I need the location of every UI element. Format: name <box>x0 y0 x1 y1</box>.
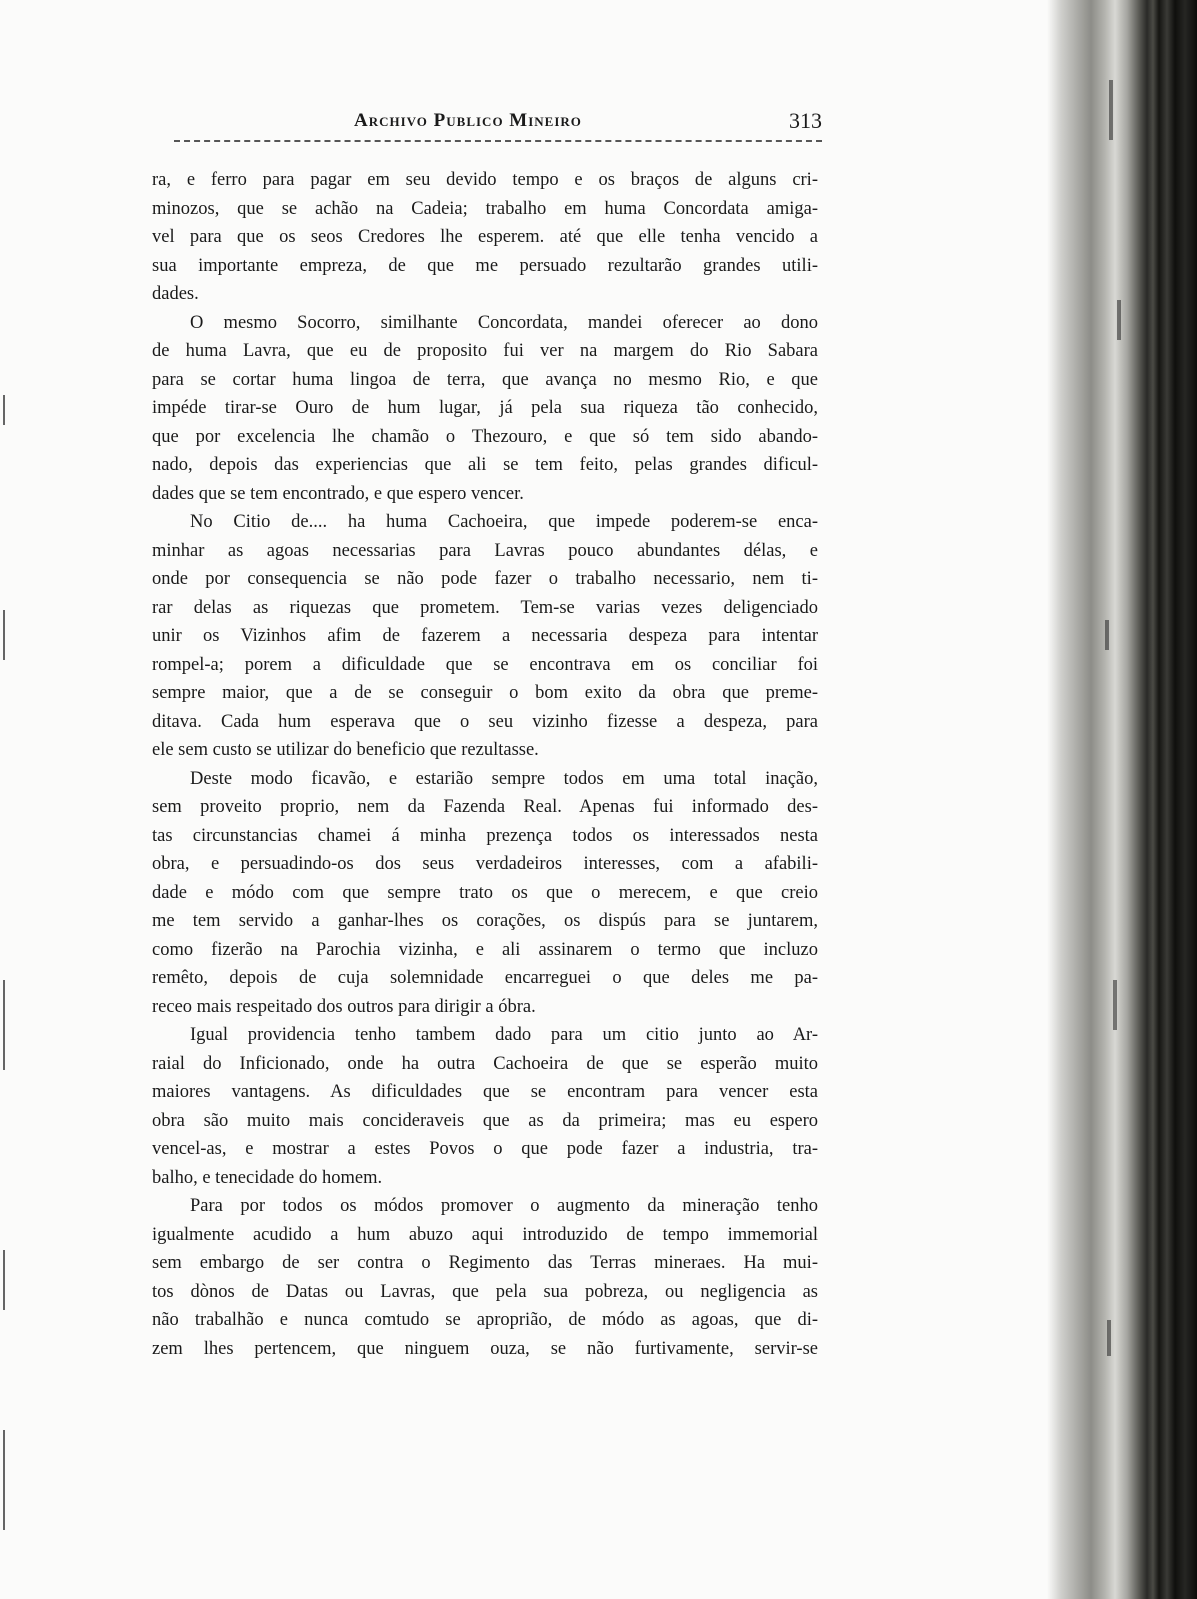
text-line: O mesmo Socorro, similhante Concordata, mandei oferecer ao dono <box>190 312 818 333</box>
text-line: obra, e persuadindo-os dos seus verdadeiros interesses, com a afabili- <box>152 854 818 874</box>
page-header <box>154 104 822 144</box>
text-line: vencel-as, e mostrar a estes Povos o que pode fazer a industria, tra- <box>152 1139 818 1159</box>
text-line: balho, e tenecidade do homem. <box>152 1167 383 1188</box>
text-line: para se cortar huma lingoa de terra, que avança no mesmo Rio, e que <box>152 369 818 390</box>
page-number: 313 <box>789 108 822 133</box>
margin-mark <box>3 980 5 1070</box>
text-line: unir os Vizinhos afim de fazerem a necessaria despeza para intentar <box>152 626 818 646</box>
text-line: dade e módo com que sempre trato os que o merecem, e que creio <box>152 882 818 903</box>
text-line: sua importante empreza, de que me persuado rezultarão grandes utili- <box>152 255 818 276</box>
text-line: igualmente acudido a hum abuzo aqui introduzido de tempo immemorial <box>152 1224 818 1245</box>
text-line: nado, depois das experiencias que ali se tem feito, pelas grandes dificul- <box>152 455 818 475</box>
text-line: rompel-a; porem a dificuldade que se encontrava em os conciliar foi <box>152 654 818 675</box>
text-line: como fizerão na Parochia vizinha, e ali assinarem o termo que incluzo <box>152 939 818 960</box>
text-line: dades. <box>152 284 199 304</box>
book-binding-edge <box>1047 0 1197 1599</box>
text-line: Para por todos os módos promover o augmento da mineração tenho <box>190 1196 818 1216</box>
text-line: ra, e ferro para pagar em seu devido tempo e os braços de alguns cri- <box>152 170 818 190</box>
text-line: sem embargo de ser contra o Regimento das Terras mineraes. Ha mui- <box>152 1253 818 1273</box>
text-line: dades que se tem encontrado, e que espero vencer. <box>152 483 524 504</box>
body-text <box>152 166 818 1363</box>
header-rule <box>174 140 822 142</box>
text-line: ele sem custo se utilizar do beneficio que rezultasse. <box>152 740 539 760</box>
text-line: sem proveito proprio, nem da Fazenda Real. Apenas fui informado des- <box>152 797 818 817</box>
text-line: raial do Inficionado, onde ha outra Cachoeira de que se esperão muito <box>152 1053 818 1074</box>
text-line: de huma Lavra, que eu de proposito fui ver na margem do Rio Sabara <box>152 341 818 361</box>
text-line: não trabalhão e nunca comtudo se aproprião, de módo as agoas, que di- <box>152 1310 818 1330</box>
text-line: maiores vantagens. As dificuldades que se encontram para vencer esta <box>152 1082 818 1102</box>
text-line: ditava. Cada hum esperava que o seu vizinho fizesse a despeza, para <box>152 711 818 732</box>
text-line: minozos, que se achão na Cadeia; trabalho em huma Concordata amiga- <box>152 198 818 219</box>
text-line: vel para que os seos Credores lhe esperem. até que elle tenha vencido a <box>152 227 818 247</box>
text-line: impéde tirar-se Ouro de hum lugar, já pela sua riqueza tão conhecido, <box>152 398 818 418</box>
text-line: rar delas as riquezas que prometem. Tem-se varias vezes deligenciado <box>152 597 818 618</box>
margin-mark <box>3 1250 5 1310</box>
text-line: minhar as agoas necessarias para Lavras pouco abundantes délas, e <box>152 540 818 561</box>
margin-mark <box>3 395 5 425</box>
running-title: Archivo Publico Mineiro <box>354 110 582 131</box>
text-line: tos dònos de Datas ou Lavras, que pela sua pobreza, ou negligencia as <box>152 1281 818 1302</box>
text-line: me tem servido a ganhar-lhes os corações, os dispús para se juntarem, <box>152 911 818 931</box>
text-line: Deste modo ficavão, e estarião sempre todos em uma total inação, <box>190 768 818 789</box>
text-line: remêto, depois de cuja solemnidade encarreguei o que deles me pa- <box>152 968 818 988</box>
text-line: No Citio de.... ha huma Cachoeira, que impede poderem-se enca- <box>190 512 818 532</box>
margin-mark <box>3 1430 5 1530</box>
text-line: onde por consequencia se não pode fazer o trabalho necessario, nem ti- <box>152 569 818 589</box>
text-line: sempre maior, que a de se conseguir o bom exito da obra que preme- <box>152 683 818 703</box>
text-line: que por excelencia lhe chamão o Thezouro, e que só tem sido abando- <box>152 426 818 447</box>
margin-mark <box>3 610 5 660</box>
text-line: obra são muito mais concideraveis que as da primeira; mas eu espero <box>152 1110 818 1131</box>
text-line: zem lhes pertencem, que ninguem ouza, se não furtivamente, servir-se <box>152 1338 818 1359</box>
text-line: Igual providencia tenho tambem dado para um citio junto ao Ar- <box>190 1025 818 1045</box>
text-line: tas circunstancias chamei á minha prezença todos os interessados nesta <box>152 825 818 846</box>
text-line: receo mais respeitado dos outros para dirigir a óbra. <box>152 996 536 1017</box>
